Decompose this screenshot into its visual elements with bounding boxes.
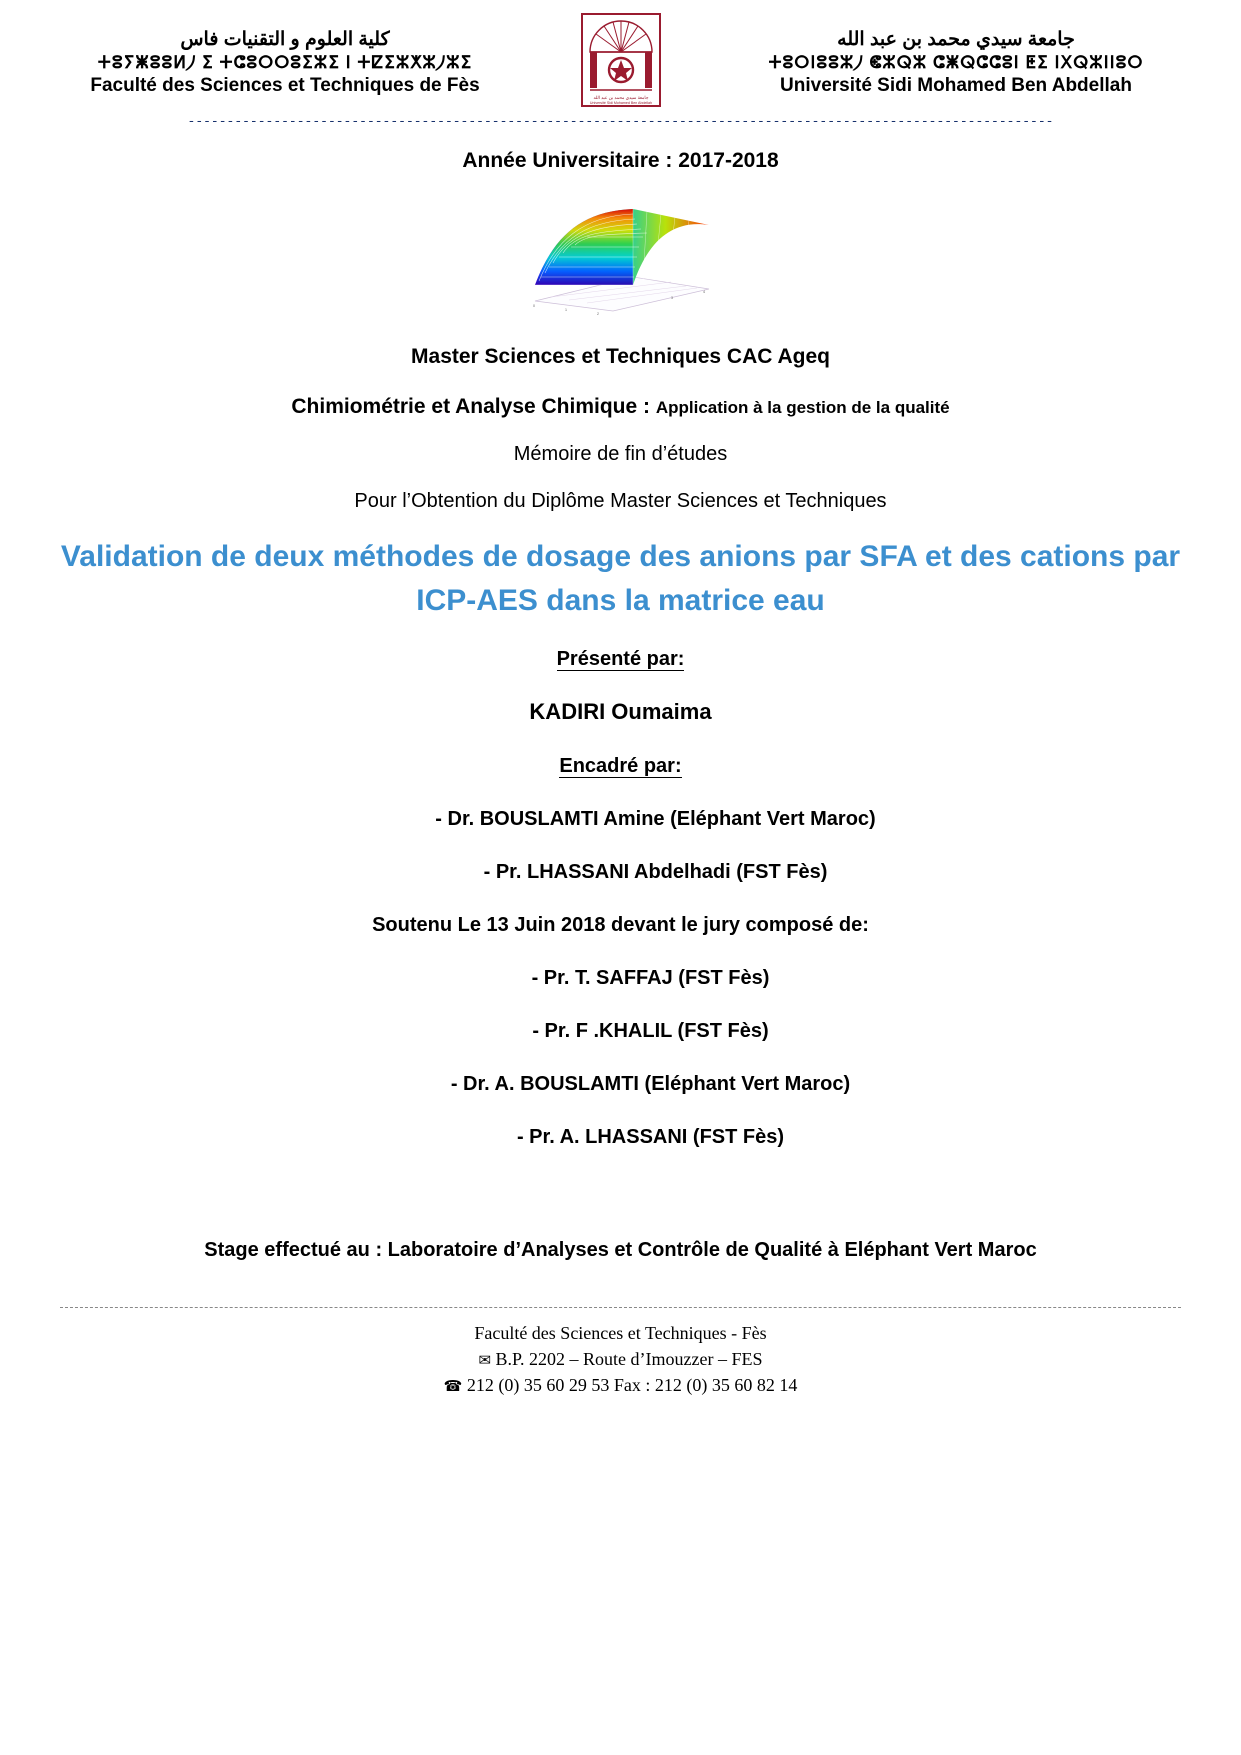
memoire-line: Mémoire de fin d’études [513, 443, 728, 465]
faculty-name-french: Faculté des Sciences et Techniques de Fès [90, 74, 480, 96]
footer-faculty: Faculté des Sciences et Techniques - Fès [474, 1323, 767, 1343]
svg-text:جامعة سيدي محمد بن عبد الله: جامعة سيدي محمد بن عبد الله [593, 95, 648, 100]
program-title: Master Sciences et Techniques CAC Ageq [411, 345, 830, 368]
list-item: - Pr. A. LHASSANI (FST Fès) [516, 1126, 785, 1148]
author-name: KADIRI Oumaima [529, 699, 712, 724]
supervised-by-label [60, 755, 1181, 778]
supervised-by-text: Encadré par: [559, 755, 682, 777]
university-name-french: Université Sidi Mohamed Ben Abdellah [780, 74, 1132, 96]
svg-text:3: 3 [670, 296, 673, 300]
surface-plot-figure [521, 189, 721, 319]
thesis-title: Validation de deux méthodes de dosage des anions par SFA et des cations par ICP-AES dans la matrice eau [60, 540, 1181, 617]
university-seal-logo [566, 12, 676, 112]
specialty-main: Chimiométrie et Analyse Chimique : [291, 395, 656, 418]
list-item: - Pr. T. SAFFAJ (FST Fès) [531, 967, 770, 989]
faculty-name-arabic: كلية العلوم و التقنيات فاس [180, 29, 390, 50]
footer-address-row [60, 1346, 1181, 1372]
svg-text:2: 2 [596, 312, 599, 316]
specialty-subtitle: Application à la gestion de la qualité [655, 398, 950, 417]
phone-icon: ☎ [443, 1377, 463, 1396]
purpose-line: Pour l’Obtention du Diplôme Master Sciences et Techniques [354, 490, 887, 512]
internship-line: Stage effectué au : Laboratoire d’Analyses et Contrôle de Qualité à Eléphant Vert Maroc [204, 1239, 1037, 1261]
footer-phone: 212 (0) 35 60 29 53 Fax : 212 (0) 35 60 82 14 [466, 1375, 798, 1396]
university-name-tifinagh: ⵜⵓⵔⵏⵓⵓⵣ⵰ ⵞⵣⵕⵣ ⵛⵥⵕⵛⵛⵓⵏ ⵟⵉ ⵏⵝⵕⵣⵏⵏⵓⵔ [768, 52, 1144, 72]
faculty-name-tifinagh: ⵜⵓⵢⵥⵓⵓⵍ⵰ ⵉ ⵜⵛⵓⵔⵔⵓⵉⵣⵉ ⵏ ⵜⵇⵉⵣⵅⵣ⵰ⵣⵉ [97, 52, 473, 72]
presented-by-label [60, 648, 1181, 671]
header-faculty-block [60, 10, 510, 99]
footer-separator [60, 1307, 1181, 1308]
specialty-line [60, 395, 1181, 419]
header-university-block [731, 10, 1181, 99]
list-item: - Pr. LHASSANI Abdelhadi (FST Fès) [483, 861, 828, 883]
defense-line: Soutenu Le 13 Juin 2018 devant le jury composé de: [372, 914, 869, 936]
list-item: - Pr. F .KHALIL (FST Fès) [532, 1020, 769, 1042]
document-header [60, 10, 1181, 110]
academic-year: Année Universitaire : 2017-2018 [462, 149, 779, 172]
svg-text:Université Sidi Mohamed Ben Ab: Université Sidi Mohamed Ben Abdellah [589, 101, 652, 105]
footer-address: B.P. 2202 – Route d’Imouzzer – FES [495, 1349, 763, 1370]
svg-text:4: 4 [702, 290, 705, 294]
list-item: - Dr. A. BOUSLAMTI (Eléphant Vert Maroc) [450, 1073, 851, 1095]
document-footer [60, 1320, 1181, 1398]
svg-text:1: 1 [564, 308, 567, 312]
footer-phone-row [60, 1372, 1181, 1398]
header-separator: --------------------------------------------------------------------------------------------------------------- [187, 114, 1054, 129]
mail-icon: ✉ [478, 1351, 492, 1370]
list-item: - Dr. BOUSLAMTI Amine (Eléphant Vert Maroc) [435, 808, 876, 830]
university-name-arabic: جامعة سيدي محمد بن عبد الله [837, 29, 1075, 50]
svg-text:0: 0 [532, 304, 535, 308]
presented-by-text: Présenté par: [556, 648, 685, 670]
